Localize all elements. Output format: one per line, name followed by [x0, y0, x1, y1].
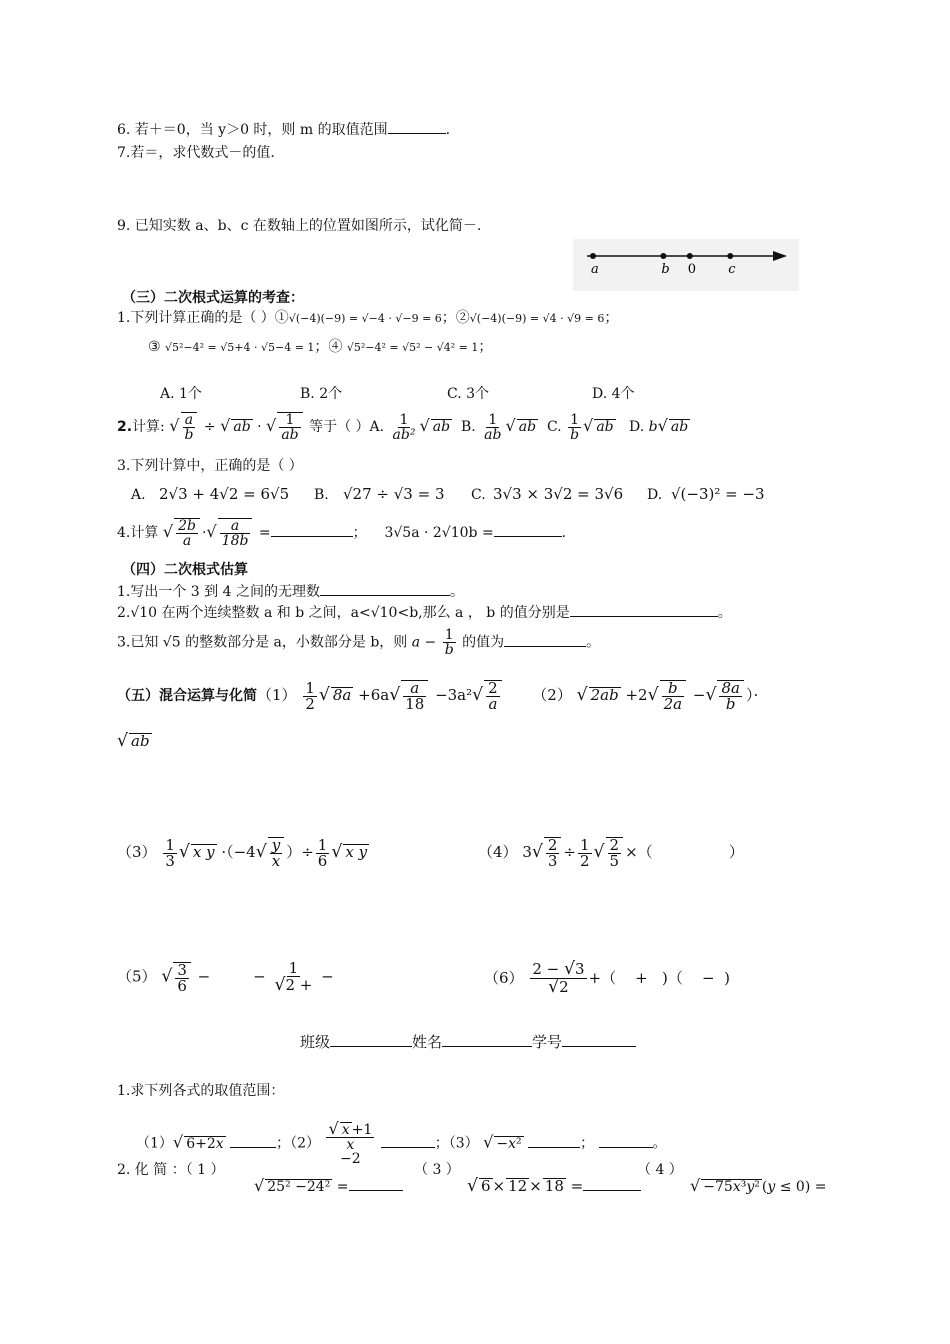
s3-q3-expr-b[interactable]: √27 ÷ √3 = 3: [343, 485, 445, 503]
sqrt-ab: ab: [233, 419, 251, 435]
s3-q3-label-a: A.: [131, 487, 146, 503]
fraction-a-over-b: $\frac{a}{b}$: [181, 412, 198, 442]
s3-q1-formula-2: √(−4)(−9) = √4 · √9 = 6: [469, 312, 605, 325]
s3-q4-expr-2: 3√5a · 2√10b =: [384, 525, 494, 541]
frac-1-over-2: $\frac{1}{2}$: [305, 678, 315, 713]
s3-q4-blank-1[interactable]: [271, 524, 353, 537]
hw-q1-blank-3[interactable]: [528, 1135, 580, 1148]
s3-q1-text: 1.下列计算正确的是（ ）①: [117, 310, 289, 326]
s5-p3-label: （3）: [117, 843, 157, 861]
frac-a-over-18b: $\frac{a}{18b}$: [218, 518, 253, 548]
option-b-expr: $\frac{1}{ab}$: [484, 411, 502, 443]
number-line: [573, 239, 799, 291]
s3-q1-choice-4-mark: ；④: [314, 339, 343, 355]
option-d-expr: b: [648, 419, 658, 435]
number-line-label-a: a: [591, 262, 599, 277]
number-line-point-c: [727, 253, 733, 259]
s4-q3-tail: 的值为: [462, 634, 505, 651]
s3-q1-sep2: ；: [478, 339, 493, 355]
s4-q3-text: 3.已知 √5 的整数部分是 a，小数部分是 b，则: [117, 634, 408, 651]
hw-q2-label-4: （ 4 ）: [637, 1162, 683, 1178]
s3-q1-formula-4: √5²−4² = √5² − √4² = 1: [346, 341, 479, 354]
s3-q1-formula-3: √5²−4² = √5+4 · √5−4 = 1: [165, 341, 315, 354]
option-c[interactable]: C. 3个: [447, 386, 490, 402]
s3-q2-text: 计算:: [132, 419, 165, 435]
s4-q3-blank[interactable]: [504, 634, 586, 647]
s4-q2-end: 。: [717, 605, 732, 621]
s5-p1-label: （1）: [257, 686, 297, 704]
s3-q3-label-d: D.: [647, 487, 663, 503]
option-b[interactable]: B. 2个: [300, 386, 343, 402]
number-line-figure: [573, 239, 799, 291]
name-label: 姓名: [412, 1033, 443, 1051]
s5-p4: （4） 3√ $\frac{2}{3}$ ÷ $\frac{1}{2}$ √ $\frac{2}{5}$ ×（ ）: [478, 835, 744, 870]
option-c-expr: $\frac{1}{b}$: [570, 411, 580, 443]
hw-q1-blank-4[interactable]: [599, 1135, 653, 1148]
hw-q2-expr-1: √ 25² −24² =: [254, 1178, 403, 1194]
s3-q3-label-c: C.: [471, 487, 486, 503]
number-line-label-0: 0: [687, 262, 697, 277]
s3-q1-choice-3-mark: ③: [148, 339, 161, 355]
s4-question-3: 3.已知 √5 的整数部分是 a，小数部分是 b，则 a − $\frac{1}{b}$ 的值为 。: [117, 627, 601, 658]
hw-q1-item-3-label: ；（3）: [434, 1135, 479, 1152]
hw-question-1: 1.求下列各式的取值范围：: [117, 1083, 285, 1099]
s4-question-2: [117, 604, 732, 620]
fraction-1-over-ab: $\frac{1}{ab}$: [277, 412, 302, 442]
s4-q1-text: 1.写出一个 3 到 4 之间的无理数: [117, 584, 320, 600]
hw-q2-blank-3[interactable]: [583, 1178, 641, 1191]
number-line-label-c: c: [728, 262, 736, 277]
hw-q1-item-2-label: ；（2）: [276, 1135, 321, 1152]
section-4-title: （四）二次根式估算: [122, 562, 248, 578]
s3-question-1: [117, 311, 618, 325]
s3-q2-opt-d: D.: [628, 419, 645, 435]
section-5-title: （五）混合运算与化简: [117, 688, 257, 704]
question-6-text: 6. 若＋＝0，当 y＞0 时，则 m 的取值范围: [117, 122, 388, 138]
s3-q2-number: 2.: [117, 419, 133, 435]
s3-q3-label-b: B.: [314, 487, 329, 503]
s4-question-1: [117, 583, 464, 599]
hw-question-2: [117, 1163, 225, 1177]
s5-p2-label: （2）: [532, 686, 572, 704]
hw-q1-item-1-label: （1）: [136, 1135, 173, 1152]
s3-q3-expr-a[interactable]: 2√3 + 4√2 = 6√5: [159, 485, 290, 503]
frac-1-over-b: $\frac{1}{b}$: [444, 627, 454, 658]
option-a-expr: $\frac{1}{\text{ab²}}$: [392, 411, 416, 443]
hw-q1-blank-1[interactable]: [230, 1135, 276, 1148]
number-line-point-b: [660, 253, 666, 259]
answer-blank[interactable]: [388, 121, 446, 134]
hw-q1-blank-2[interactable]: [381, 1135, 435, 1148]
s3-question-2: 2.计算: √ $\frac{a}{b}$ ÷ √ ab · √ $\frac{1}{ab}$ 等于（ ）A. $\frac{1}{\text{ab²}}$ √ ab B. $\frac{1}{ab}$ √ ab C. $\frac{1}{b}$ √ ab D. b√ ab: [117, 411, 689, 443]
option-a[interactable]: A. 1个: [160, 386, 202, 402]
hw-q1-sep: ；: [580, 1135, 595, 1152]
s3-q3-expr-c[interactable]: 3√3 × 3√2 = 3√6: [493, 485, 624, 503]
s4-q2-text: 2.√10 在两个连续整数 a 和 b 之间，a<√10<b,那么 a ， b 的值分别是: [117, 605, 570, 621]
s4-q1-blank[interactable]: [320, 583, 450, 596]
s3-q1-sep: ；: [604, 310, 619, 326]
s3-q2-mid: 等于（ ）A.: [309, 419, 385, 435]
question-7: 7.若＝，求代数式－的值.: [117, 145, 275, 161]
s3-q2-opt-c: C.: [546, 419, 562, 435]
s5-p2-cont: √ ab: [117, 731, 150, 751]
s4-q3-end: 。: [586, 634, 601, 651]
s3-question-4: 4.计算 √ $\frac{2b}{a}$ ·√ $\frac{a}{18b}$ = ； 3√5a · 2√10b = .: [117, 518, 567, 549]
class-field[interactable]: [330, 1034, 412, 1047]
s5-p5-label: （5）: [117, 967, 157, 986]
number-line-point-a: [590, 253, 596, 259]
s3-q1-choice-2-mark: ；②: [441, 310, 470, 326]
s3-q4-sep: ；: [352, 525, 367, 541]
s3-q1-formula-1: √(−4)(−9) = √−4 · √−9 = 6: [288, 312, 442, 325]
s5-p5: （5） √ $\frac{3}{6}$ − − $\frac{1}{√2 +}$ −: [117, 959, 334, 995]
s5-p4-label: （4）: [478, 843, 518, 861]
section-5-line: （五）混合运算与化简（1） $\frac{1}{2}$ √ 8a +6a√ $\frac{a}{18}$ −3a²√ $\frac{2}{a}$ （2） √ 2ab +2√ $\frac{b}{2a}$ −√ $\frac{8a}{b}$ ）·: [117, 678, 759, 713]
question-6: 6. 若＋＝0，当 y＞0 时，则 m 的取值范围 .: [117, 122, 451, 138]
hw-q2-expr-3: √ 6 × 12 × 18 =: [467, 1178, 641, 1195]
s5-p6: （6） $\frac{2 - √3}{√2}$ +（ + )（ − ): [484, 959, 730, 998]
number-line-point-0: [687, 253, 693, 259]
hw-q1-end: 。: [652, 1135, 667, 1152]
frac-2b-over-a: $\frac{2b}{a}$: [174, 518, 200, 548]
hw-q2-blank-1[interactable]: [349, 1178, 403, 1191]
s4-q2-blank[interactable]: [570, 604, 718, 617]
hw-q2-label-3: （ 3 ）: [414, 1162, 460, 1178]
s3-question-1-line2: [148, 340, 492, 354]
question-9: 9. 已知实数 a、b、c 在数轴上的位置如图所示，试化简－.: [117, 218, 482, 234]
number-line-label-b: b: [661, 262, 670, 277]
s3-q4-text: 4.计算: [117, 525, 159, 541]
s3-question-3: 3.下列计算中，正确的是（ ）: [117, 458, 303, 474]
hw-q2-expr-4: √ −75x³y² (y ≤ 0) =: [690, 1176, 827, 1195]
id-label: 学号: [532, 1033, 563, 1051]
sqrt-sign: √: [169, 416, 180, 435]
name-field[interactable]: [442, 1034, 532, 1047]
s3-q4-end: .: [561, 525, 567, 541]
s5-p6-label: （6）: [484, 968, 524, 987]
option-d[interactable]: D. 4个: [592, 386, 635, 402]
class-label: 班级: [300, 1033, 331, 1051]
hw-q1-items: （1）√ 6+2x ；（2） √ x +1 x −2 ；（3） √ −x² ； 。: [136, 1119, 667, 1168]
student-info-line: [300, 1034, 636, 1050]
hw-q2-text: 2. 化 简 ：（ 1 ）: [117, 1162, 225, 1178]
s3-q2-opt-b: B.: [460, 419, 476, 435]
id-field[interactable]: [562, 1034, 636, 1047]
s5-p3: （3） $\frac{1}{3}$ √ x y ·（−4√ $\frac{y}{x}$ ）÷ $\frac{1}{6}$ √ x y: [117, 835, 368, 870]
s4-q1-end: 。: [449, 584, 464, 600]
s3-q4-blank-2[interactable]: [494, 524, 562, 537]
section-3-title: （三）二次根式运算的考查：: [122, 290, 304, 306]
s3-q3-expr-d[interactable]: √(−3)² = −3: [671, 485, 765, 503]
